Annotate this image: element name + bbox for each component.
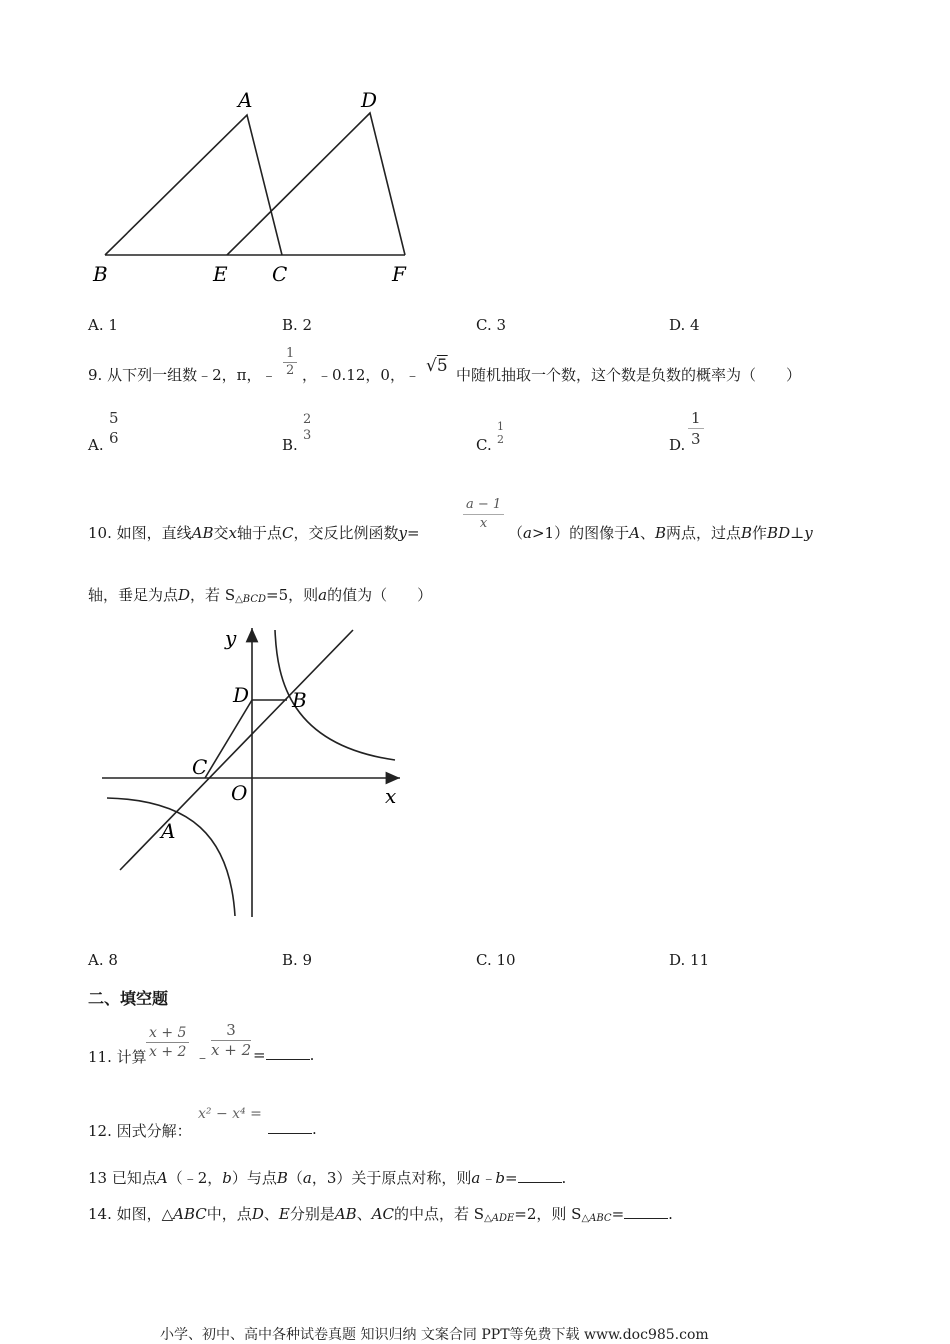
q10-text: 轴于点 — [236, 524, 282, 542]
q9-half-num: 1 — [283, 346, 297, 363]
q9-option-d-fraction — [688, 408, 704, 449]
q10-option-b[interactable]: B. 9 — [282, 951, 313, 969]
q11-eq: = — [253, 1046, 266, 1064]
triangle-figure — [85, 85, 425, 295]
q9-option-c-num: 1 — [497, 420, 504, 433]
graph-label-A: A — [161, 819, 176, 843]
label-B: B — [93, 262, 108, 286]
graph-label-y: y — [225, 626, 237, 650]
q11-fraction-1 — [146, 1024, 189, 1061]
q10-c: C — [281, 524, 294, 542]
q11-fraction-2 — [211, 1020, 251, 1059]
label-D: D — [361, 88, 378, 112]
q9-option-a-num: 5 — [109, 409, 119, 427]
question-14 — [88, 1203, 673, 1224]
q13-blank[interactable] — [518, 1170, 562, 1183]
q14-ac: AC — [371, 1205, 395, 1223]
q14-text: =2，则 S — [514, 1205, 582, 1223]
q14-text: 的中点，若 S — [394, 1205, 485, 1223]
graph-label-D: D — [233, 683, 250, 707]
q10-point-a: A — [629, 524, 640, 542]
q9-option-a-label[interactable]: A. — [88, 436, 104, 454]
q14-ab: AB — [334, 1205, 357, 1223]
q10-line-2 — [88, 584, 432, 605]
q10-text: 、 — [639, 524, 655, 542]
q9-suffix: 中随机抽取一个数，这个数是负数的概率为（ ） — [456, 366, 802, 384]
q13-point-a: A — [156, 1169, 168, 1187]
q14-sub-ade: △ADE — [484, 1213, 515, 1224]
graph-label-B: B — [292, 688, 307, 712]
q10-text: （ — [508, 524, 524, 542]
q13-text: （﹣2， — [167, 1169, 223, 1187]
q9-option-d-num: 1 — [688, 408, 704, 429]
label-F: F — [392, 262, 406, 286]
q9-option-b-num: 2 — [303, 412, 312, 427]
q9-prefix: 9. 从下列一组数﹣2，π，﹣ — [88, 366, 277, 384]
q14-text: 、 — [356, 1205, 372, 1223]
q14-point-e: E — [278, 1205, 290, 1223]
q9-mid: ，﹣0.12，0，﹣ — [302, 366, 420, 384]
q14-text: 14. 如图，△ — [88, 1205, 174, 1223]
q14-text: 、 — [263, 1205, 279, 1223]
q14-end: . — [668, 1205, 673, 1223]
graph-label-x: x — [385, 784, 397, 808]
section-heading: 二、填空题 — [88, 989, 169, 1008]
q13-expression: a﹣b — [471, 1169, 505, 1187]
question-13 — [88, 1167, 566, 1188]
q12-blank[interactable] — [268, 1121, 312, 1134]
q8-option-b[interactable]: B. 2 — [282, 316, 313, 334]
q11-answer — [253, 1046, 314, 1064]
q11-prefix: 11. 计算 — [88, 1048, 147, 1066]
q10-eq: = — [406, 524, 420, 542]
q11-f2-num: 3 — [211, 1020, 251, 1041]
q8-option-c[interactable]: C. 3 — [476, 316, 507, 334]
q13-point-b: B — [276, 1169, 288, 1187]
q10-line-1b — [508, 522, 813, 543]
q10-text: =5，则 — [266, 586, 319, 604]
q9-sqrt-radicand: 5 — [436, 356, 448, 376]
q9-option-c-fraction — [494, 420, 507, 446]
q10-a: a — [523, 524, 532, 542]
label-E: E — [213, 262, 228, 286]
q13-text: 13 已知点 — [88, 1169, 157, 1187]
label-C: C — [272, 262, 288, 286]
q10-text: ，若 S — [190, 586, 236, 604]
q11-end: . — [309, 1046, 315, 1064]
label-A: A — [238, 88, 253, 112]
q8-option-a[interactable]: A. 1 — [88, 316, 118, 334]
q10-graph — [95, 620, 415, 920]
q10-point-b: B — [654, 524, 666, 542]
q11-f2-den: x + 2 — [211, 1041, 252, 1059]
q10-option-a[interactable]: A. 8 — [88, 951, 118, 969]
q9-half-fraction — [283, 346, 297, 379]
q11-f1-den: x + 2 — [149, 1044, 187, 1060]
q10-text: 轴，垂足为点 — [88, 586, 179, 604]
q9-option-c-label[interactable]: C. — [476, 436, 492, 454]
q10-line-1 — [88, 522, 420, 543]
q10-text: 的值为（ ） — [327, 586, 433, 604]
q10-text: >1）的图像于 — [531, 524, 630, 542]
q13-a: a — [302, 1169, 312, 1187]
q11-minus: ﹣ — [195, 1048, 211, 1066]
graph-label-O: O — [231, 781, 248, 805]
q8-option-d[interactable]: D. 4 — [669, 316, 700, 334]
q9-option-c-den: 2 — [497, 433, 504, 446]
q10-a: a — [318, 586, 328, 604]
q10-function-fraction — [463, 496, 504, 533]
q14-text: 分别是 — [289, 1205, 335, 1223]
q14-sub-abc: △ABC — [581, 1213, 612, 1224]
q14-text: 中，点 — [206, 1205, 252, 1223]
q10-text: 作 — [752, 524, 768, 542]
q14-point-d: D — [251, 1205, 264, 1223]
q10-option-d[interactable]: D. 11 — [669, 951, 710, 969]
q12-end: . — [312, 1120, 317, 1138]
q10-point-b: B — [741, 524, 753, 542]
q10-perp: ⊥y — [790, 524, 813, 542]
q13-text: （ — [287, 1169, 303, 1187]
q9-option-a-fraction — [106, 408, 122, 448]
q13-end: . — [561, 1169, 567, 1187]
q12-answer — [268, 1120, 317, 1138]
q9-half-den: 2 — [286, 363, 295, 378]
q9-option-d-den: 3 — [691, 430, 701, 448]
q11-f1-num: x + 5 — [146, 1024, 189, 1043]
q13-b: b — [222, 1169, 232, 1187]
q10-ab: AB — [191, 524, 214, 542]
q14-abc: ABC — [173, 1205, 207, 1223]
q10-x: x — [228, 524, 237, 542]
q13-eq: = — [504, 1169, 518, 1187]
q12-prefix: 12. 因式分解： — [88, 1122, 192, 1140]
q9-option-d-label[interactable]: D. — [669, 436, 686, 454]
q10-text: ，交反比例函数 — [293, 524, 399, 542]
q10-y: y — [398, 524, 407, 542]
footer[interactable]: 小学、初中、高中各种试卷真题 知识归纳 文案合同 PPT等免费下载 www.doc985.com — [160, 1327, 709, 1343]
q14-blank[interactable] — [624, 1206, 668, 1219]
q14-eq: = — [611, 1205, 625, 1223]
q10-text: 两点，过点 — [665, 524, 741, 542]
q9-option-a-den: 6 — [109, 429, 119, 447]
q10-text: 10. 如图，直线 — [88, 524, 192, 542]
q9-option-b-label[interactable]: B. — [282, 436, 298, 454]
q10-bd: BD — [767, 524, 791, 542]
graph-label-C: C — [192, 755, 208, 779]
q10-sub-bcd: △BCD — [235, 594, 266, 605]
q11-blank[interactable] — [266, 1047, 310, 1060]
q13-text: ，3）关于原点对称，则 — [311, 1169, 472, 1187]
q10-option-c[interactable]: C. 10 — [476, 951, 516, 969]
q10-text: 交 — [213, 524, 229, 542]
q9-option-b-den: 3 — [303, 428, 312, 443]
q9-option-b-fraction — [300, 412, 314, 444]
q12-expression: x² − x⁴ = — [198, 1106, 262, 1122]
q10-func-den: x — [479, 516, 488, 531]
q10-point-d: D — [178, 586, 191, 604]
q10-func-num: a − 1 — [463, 496, 504, 515]
q13-text: ）与点 — [231, 1169, 277, 1187]
q9-sqrt: √5 — [426, 356, 448, 376]
